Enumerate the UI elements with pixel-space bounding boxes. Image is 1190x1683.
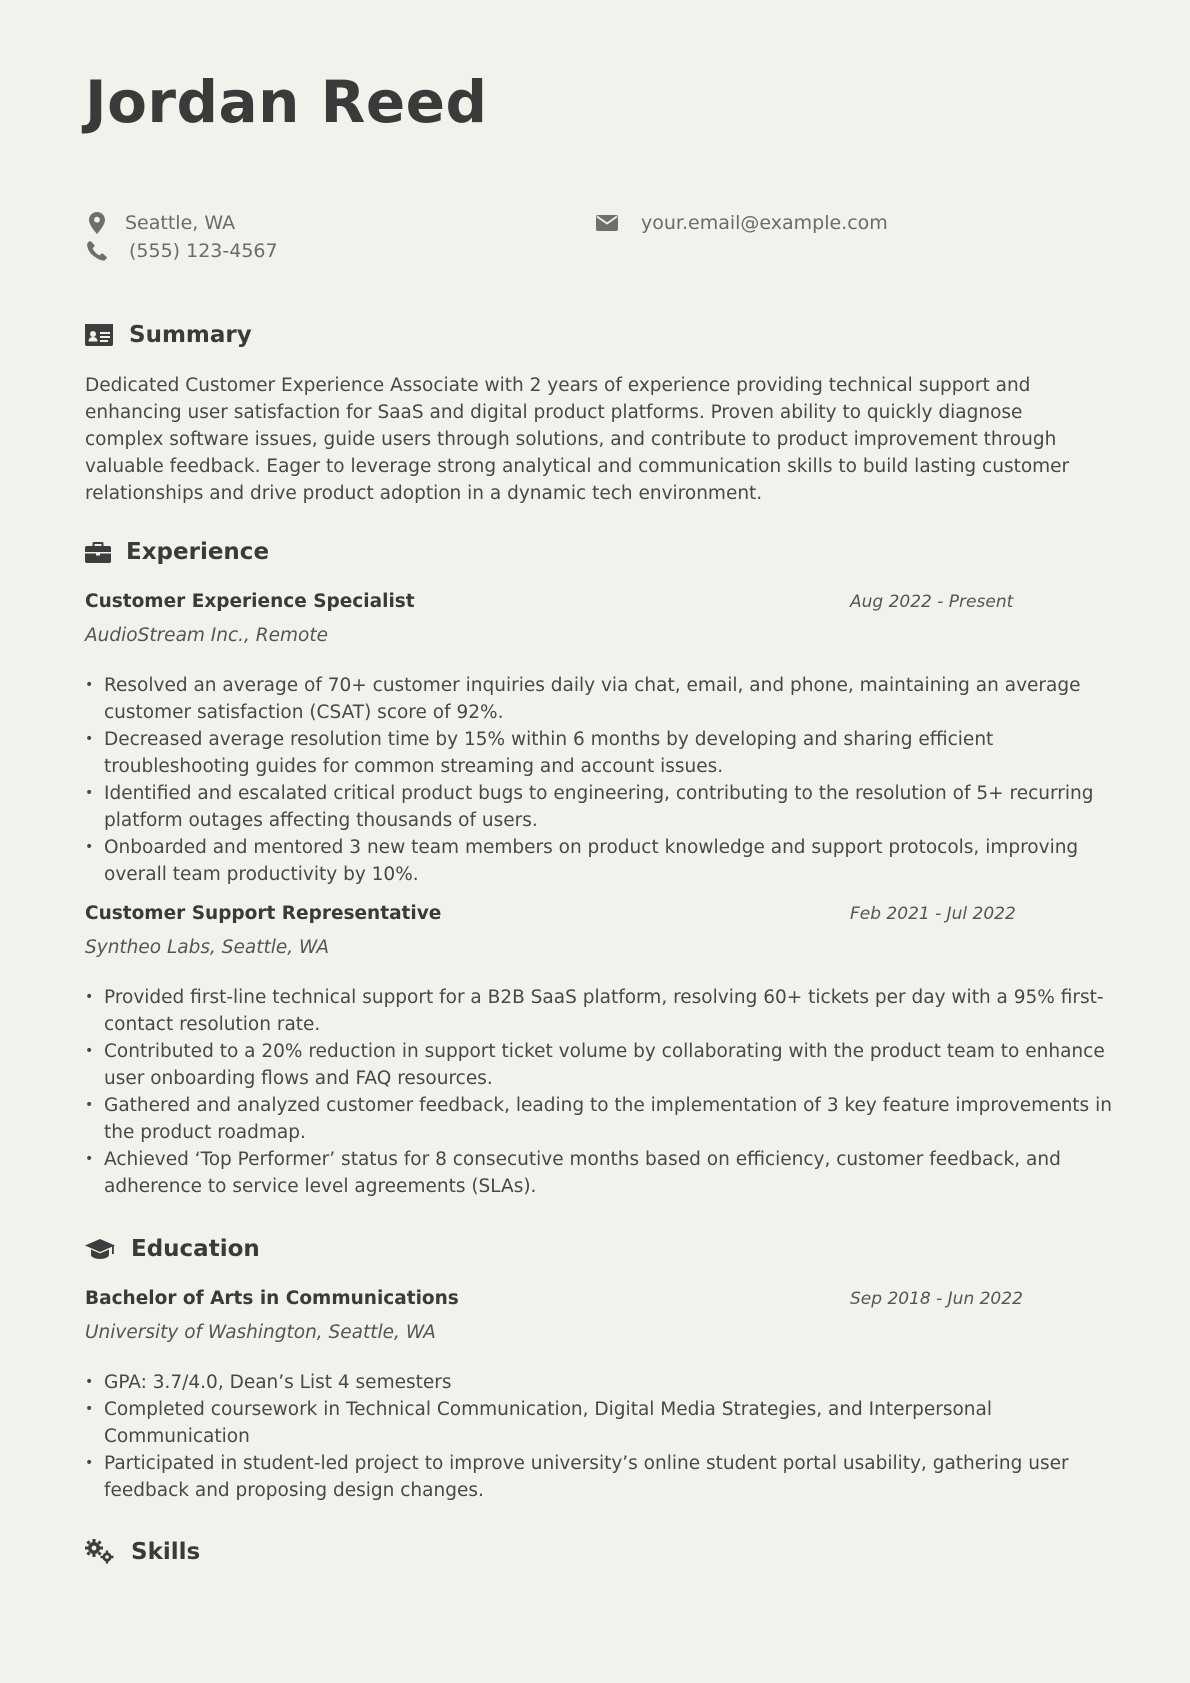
- list-item: • Identified and escalated critical product bugs to engineering, contributing to the resolution of 5+ recurring platform outages affecting thousands of users.: [104, 780, 1124, 834]
- education-school: University of Washington, Seattle, WA: [85, 1322, 436, 1343]
- job-bullets: [85, 672, 1124, 888]
- list-item: • Achieved ‘Top Performer’ status for 8 consecutive months based on efficiency, customer feedback, and adherence to service level agreements (SLAs).: [104, 1146, 1124, 1200]
- cogs-icon: [85, 1539, 115, 1565]
- list-item: • Contributed to a 20% reduction in support ticket volume by collaborating with the product team to enhance user onboarding flows and FAQ resources.: [104, 1038, 1124, 1092]
- list-item: • Onboarded and mentored 3 new team members on product knowledge and support protocols, improving overall team productivity by 10%.: [104, 834, 1124, 888]
- contact-location: [85, 212, 235, 234]
- job-company: Syntheo Labs, Seattle, WA: [85, 937, 330, 958]
- job-bullets: [85, 984, 1124, 1200]
- list-item: • Provided first-line technical support for a B2B SaaS platform, resolving 60+ tickets per day with a 95% first-contact resolution rate.: [104, 984, 1124, 1038]
- phone-icon: [85, 241, 109, 261]
- experience-heading: [85, 539, 269, 565]
- briefcase-icon: [85, 541, 111, 563]
- list-item: • Resolved an average of 70+ customer inquiries daily via chat, email, and phone, maintaining an average customer satisfaction (CSAT) score of 92%.: [104, 672, 1124, 726]
- job-title: Customer Support Representative: [85, 903, 442, 924]
- summary-heading: [85, 322, 252, 348]
- job-title: Customer Experience Specialist: [85, 591, 415, 612]
- education-bullets: [85, 1369, 1124, 1504]
- list-item: • Completed coursework in Technical Communication, Digital Media Strategies, and Interpersonal Communication: [104, 1396, 1124, 1450]
- job-dates: Aug 2022 - Present: [850, 592, 1014, 612]
- job-dates: Feb 2021 - Jul 2022: [850, 904, 1016, 924]
- candidate-name: Jordan Reed: [85, 68, 488, 136]
- contact-phone: [85, 240, 278, 262]
- map-marker-icon: [85, 212, 109, 234]
- list-item: • GPA: 3.7/4.0, Dean’s List 4 semesters: [104, 1369, 1124, 1396]
- education-heading: [85, 1236, 260, 1262]
- contact-email: [595, 212, 888, 234]
- list-item: • Participated in student-led project to improve university’s online student portal usability, gathering user feedback and proposing design changes.: [104, 1450, 1124, 1504]
- education-dates: Sep 2018 - Jun 2022: [850, 1289, 1023, 1309]
- summary-text: Dedicated Customer Experience Associate with 2 years of experience providing technical support and enhancing user satisfaction for SaaS and digital product platforms. Proven ability to quickly diagnose complex software issues, guide users through solutions, and contribute to product improvement through valuable feedback. Eager to leverage strong analytical and communication skills to build lasting customer relationships and drive product adoption in a dynamic tech environment.: [85, 375, 1070, 504]
- education-heading-label: Education: [131, 1236, 260, 1262]
- summary-heading-label: Summary: [129, 322, 252, 348]
- degree-title: Bachelor of Arts in Communications: [85, 1288, 459, 1309]
- skills-heading: [85, 1539, 200, 1565]
- email-link[interactable]: your.email@example.com: [641, 212, 888, 234]
- job-company: AudioStream Inc., Remote: [85, 625, 329, 646]
- list-item: • Decreased average resolution time by 15% within 6 months by developing and sharing efficient troubleshooting guides for common streaming and account issues.: [104, 726, 1124, 780]
- skills-heading-label: Skills: [131, 1539, 201, 1565]
- graduation-cap-icon: [85, 1238, 115, 1260]
- phone-text: (555) 123-4567: [129, 240, 278, 262]
- envelope-icon: [595, 215, 619, 231]
- list-item: • Gathered and analyzed customer feedback, leading to the implementation of 3 key feature improvements in the product roadmap.: [104, 1092, 1124, 1146]
- location-text: Seattle, WA: [125, 212, 236, 234]
- id-card-icon: [85, 324, 115, 346]
- experience-heading-label: Experience: [126, 539, 270, 565]
